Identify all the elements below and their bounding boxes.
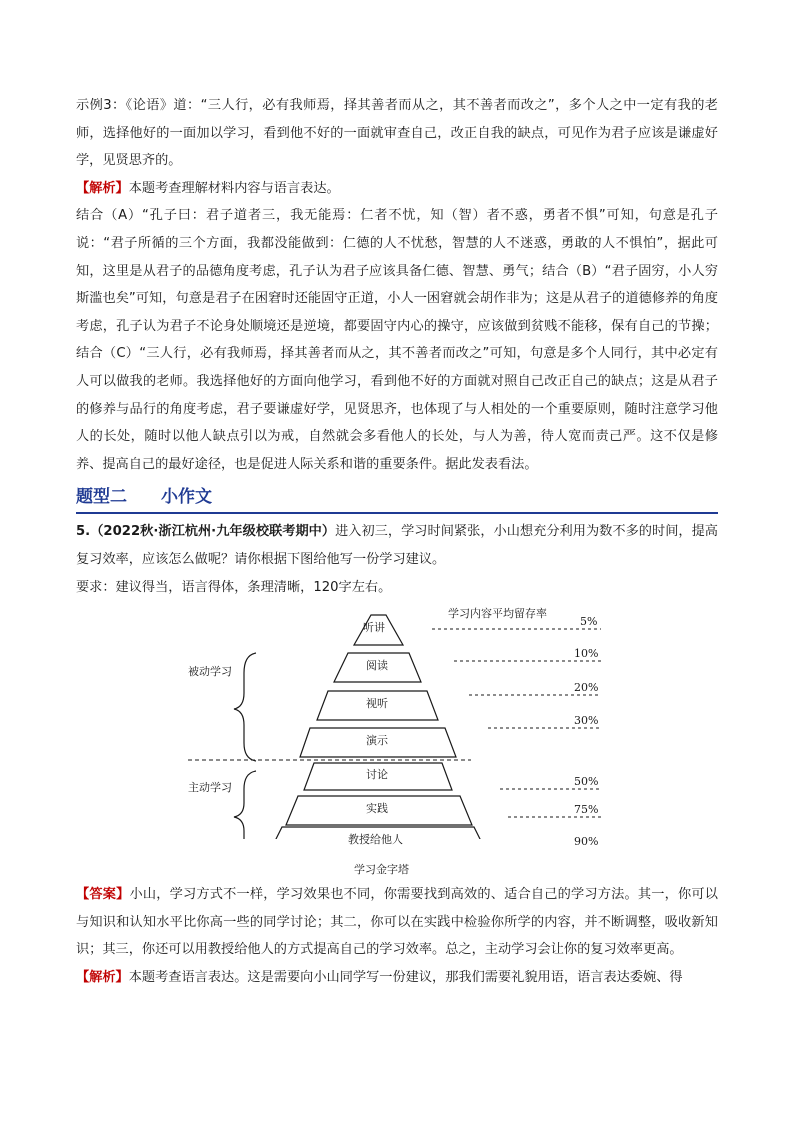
level-rate-6: 75% <box>574 803 599 817</box>
question-stem: 进入初三，学习时间紧张，小山想充分利用为数不多的时间，提高复习效率，应该怎么做呢？请你根据下图给他写一份学习建议。 <box>76 524 718 567</box>
active-brace <box>234 771 256 839</box>
level-rate-2: 10% <box>574 647 599 661</box>
analysis-detail-paragraph: 结合（A）“孔子曰：君子道者三，我无能焉：仁者不忧，知（智）者不惑，勇者不惧”可知，句意是孔子说：“君子所循的三个方面，我都没能做到：仁德的人不忧愁，智慧的人不迷惑，勇敢的人不惧怕”，据此可知，这里是从君子的品德角度考虑，孔子认为君子应该具备仁德、智慧、勇气；结合（B）“君子固穷，小人穷斯滥也矣”可知，句意是君子在困窘时还能固守正道，小人一困窘就会胡作非为；这是从君子的道德修养的角度考虑，孔子认为君子不论身处顺境还是逆境，都要固守内心的操守，应该做到贫贱不能移，保有自己的节操；结合（C）“三人行，必有我师焉，择其善者而从之，其不善者而改之”可知，句意是多个人同行，其中必定有人可以做我的老师。我选择他好的方面向他学习，看到他不好的方面就对照自己改正自己的缺点；这是从君子的修养与品行的角度考虑，君子要谦虚好学，见贤思齐，也体现了与人相处的一个重要原则，随时注意学习他人的长处，随时以他人缺点引以为戒，自然就会多看他人的长处，与人为善，待人宽而责己严。这不仅是修养、提高自己的最好途径，也是促进人际关系和谐的重要条件。据此发表看法。 <box>76 208 718 472</box>
level-rate-4: 30% <box>574 714 599 728</box>
question-source: （2022秋·浙江杭州·九年级校联考期中） <box>90 524 336 540</box>
level-name-4: 演示 <box>366 734 388 748</box>
level-name-1: 听讲 <box>363 621 385 635</box>
analysis-text: 本题考查理解材料内容与语言表达。 <box>128 180 340 196</box>
figure-caption: 学习金字塔 <box>354 863 409 877</box>
answer-text: 小山，学习方式不一样，学习效果也不同，你需要找到高效的、适合自己的学习方法。其一，你可以与知识和认知水平比你高一些的同学讨论；其二，你可以在实践中检验你所学的内容，并不断调整，吸收新知识；其三，你还可以用教授给他人的方式提高自己的学习效率。总之，主动学习会让你的复习效率更高。 <box>76 887 718 958</box>
analysis2-text: 本题考查语言表达。这是需要向小山同学写一份建议，那我们需要礼貌用语，语言表达委婉、得 <box>128 969 683 985</box>
section-number: 题型二 <box>76 487 127 508</box>
level-name-6: 实践 <box>366 802 388 816</box>
level-rate-3: 20% <box>574 681 599 695</box>
passive-brace <box>234 653 256 761</box>
question-requirement: 要求：建议得当，语言得体，条理清晰，120字左右。 <box>76 579 392 595</box>
analysis-paragraph <box>76 175 718 203</box>
level-name-2: 阅读 <box>366 659 388 673</box>
active-learning-label: 主动学习 <box>188 781 232 795</box>
figure-title: 学习内容平均留存率 <box>448 607 547 621</box>
level-rate-7: 90% <box>574 835 599 849</box>
section-title: 小作文 <box>161 487 212 508</box>
passive-learning-label: 被动学习 <box>188 665 232 679</box>
level-rate-5: 50% <box>574 775 599 789</box>
analysis2-tag: 【解析】 <box>76 969 129 985</box>
answer-tag: 【答案】 <box>76 887 130 903</box>
analysis2-paragraph <box>76 964 718 992</box>
level-name-5: 讨论 <box>366 768 388 782</box>
level-name-7: 教授给他人 <box>348 833 403 847</box>
answer-paragraph <box>76 881 718 964</box>
example-3-paragraph: 示例3：《论语》道：“三人行，必有我师焉，择其善者而从之，其不善者而改之”，多个人之中一定有我的老师，选择他好的一面加以学习，看到他不好的一面就审查自己，改正自我的缺点，可见作为君子应该是谦虚好学，见贤思齐的。 <box>76 98 718 169</box>
section-heading <box>76 482 718 514</box>
level-rate-1: 5% <box>580 615 598 629</box>
question-number: 5. <box>76 524 91 540</box>
question-stem-paragraph <box>76 518 718 573</box>
page-content <box>76 92 718 991</box>
analysis-tag: 【解析】 <box>76 180 129 196</box>
learning-pyramid-figure <box>76 603 718 849</box>
level-name-3: 视听 <box>366 697 388 711</box>
